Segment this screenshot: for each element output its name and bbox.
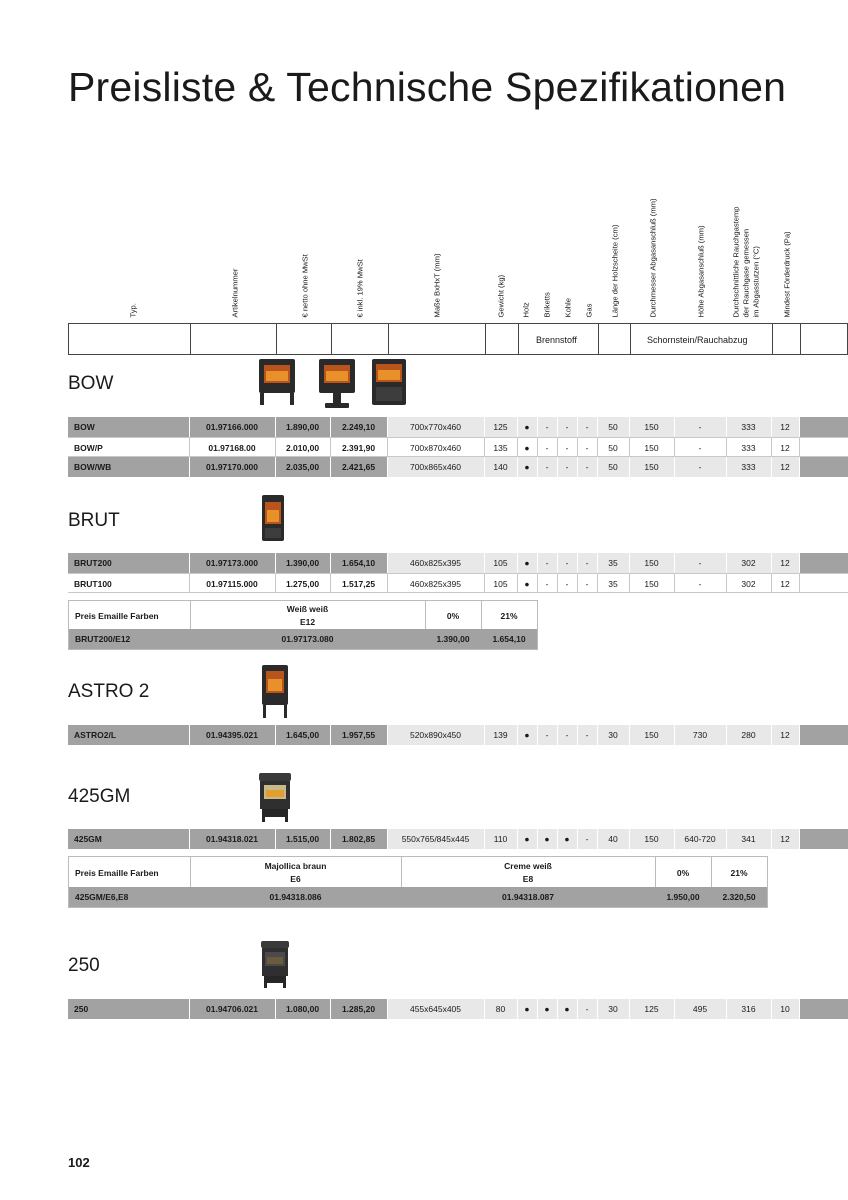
- cell-masse: 700x770x460: [409, 422, 462, 432]
- cell-pa: 12: [780, 462, 790, 472]
- stove-image-brut: [261, 494, 285, 544]
- email-label: Preis Emaille Farben: [75, 868, 159, 878]
- cell-kohle: ●: [564, 834, 570, 844]
- page-number: 102: [68, 1155, 90, 1170]
- cell-len: 30: [608, 1004, 618, 1014]
- cell-netto: 1.390,00: [285, 558, 320, 568]
- email-art2: 01.94318.087: [502, 892, 554, 902]
- cell-holz: ●: [524, 1004, 530, 1014]
- cell-kohle: -: [565, 462, 569, 472]
- table-row: [68, 457, 848, 477]
- cell-typ: BOW/WB: [74, 462, 112, 472]
- cell-typ: BRUT100: [74, 579, 112, 589]
- cell-pa: 10: [780, 1004, 790, 1014]
- cell-masse: 700x865x460: [409, 462, 462, 472]
- cell-art: 01.94706.021: [206, 1004, 258, 1014]
- cell-dm: 150: [644, 443, 659, 453]
- cell-kohle: -: [565, 730, 569, 740]
- cell-brik: -: [545, 443, 549, 453]
- cell-brik: -: [545, 462, 549, 472]
- email-pct0: 0%: [676, 868, 690, 878]
- cell-brik: ●: [544, 1004, 550, 1014]
- cell-masse: 550x765/845x445: [401, 834, 470, 844]
- cell-h: -: [698, 422, 702, 432]
- cell-temp: 341: [741, 834, 756, 844]
- cell-holz: ●: [524, 730, 530, 740]
- cell-pa: 12: [780, 730, 790, 740]
- cell-gas: -: [585, 579, 589, 589]
- product-title-425gm: 425GM: [68, 786, 131, 807]
- cell-len: 40: [608, 834, 618, 844]
- cell-netto: 1.080,00: [285, 1004, 320, 1014]
- cell-masse: 455x645x405: [409, 1004, 462, 1014]
- cell-gas: -: [585, 1004, 589, 1014]
- header-durchmesser: Durchmesser Abgasanschluß (mm): [648, 198, 658, 318]
- cell-typ: ASTRO2/L: [74, 730, 117, 740]
- brennstoff-label: Brennstoff: [536, 335, 577, 345]
- cell-h: -: [698, 579, 702, 589]
- cell-dm: 150: [644, 558, 659, 568]
- cell-dm: 125: [644, 1004, 659, 1014]
- cell-masse: 460x825x395: [409, 579, 462, 589]
- cell-pa: 12: [780, 558, 790, 568]
- cell-len: 30: [608, 730, 618, 740]
- cell-kohle: -: [565, 443, 569, 453]
- cell-pa: 12: [780, 443, 790, 453]
- cell-gas: -: [585, 558, 589, 568]
- header-holz: Holz: [521, 302, 531, 318]
- cell-holz: ●: [524, 834, 530, 844]
- email-p21: 2.320,50: [722, 892, 756, 902]
- cell-holz: ●: [524, 422, 530, 432]
- email-typ: BRUT200/E12: [75, 634, 131, 644]
- cell-netto: 1.275,00: [285, 579, 320, 589]
- email-p21: 1.654,10: [492, 634, 526, 644]
- cell-dm: 150: [644, 834, 659, 844]
- cell-kg: 135: [493, 443, 508, 453]
- cell-typ: 250: [74, 1004, 89, 1014]
- table-row: [68, 829, 848, 849]
- email-color-name: Weiß weiß: [286, 604, 329, 614]
- table-row: [68, 437, 848, 457]
- product-title-bow: BOW: [68, 373, 114, 394]
- cell-dm: 150: [644, 730, 659, 740]
- email-label: Preis Emaille Farben: [75, 611, 159, 621]
- table-row: [68, 573, 848, 593]
- cell-len: 50: [608, 422, 618, 432]
- cell-kohle: -: [565, 579, 569, 589]
- stove-image-250: [259, 940, 291, 988]
- header-kohle: Kohle: [563, 298, 573, 318]
- header-hoehe: Höhe Abgasanschluß (mm): [696, 225, 706, 318]
- cell-typ: 425GM: [74, 834, 102, 844]
- cell-h: 640-720: [684, 834, 716, 844]
- email-c1-code: E6: [290, 874, 301, 884]
- cell-temp: 280: [741, 730, 756, 740]
- email-art1: 01.94318.086: [269, 892, 322, 902]
- cell-masse: 520x890x450: [409, 730, 462, 740]
- cell-art: 01.97168.00: [208, 443, 256, 453]
- cell-netto: 2.010,00: [285, 443, 320, 453]
- cell-temp: 302: [741, 558, 756, 568]
- header-rauch-2: der Rauchgase gemessen: [741, 228, 751, 318]
- stove-image-425gm: [257, 772, 293, 822]
- cell-gas: -: [585, 443, 589, 453]
- cell-gas: -: [585, 462, 589, 472]
- header-inkl: € inkl. 19% MwSt: [355, 259, 365, 318]
- product-title-250: 250: [68, 955, 100, 976]
- cell-holz: ●: [524, 462, 530, 472]
- cell-inkl: 1.802,85: [341, 834, 376, 844]
- cell-netto: 1.645,00: [285, 730, 320, 740]
- cell-len: 35: [608, 558, 618, 568]
- cell-h: -: [698, 462, 702, 472]
- product-title-astro: ASTRO 2: [68, 681, 150, 702]
- header-rauch-3: im Abgasstutzen (°C): [751, 246, 761, 318]
- cell-masse: 460x825x395: [409, 558, 462, 568]
- cell-masse: 700x870x460: [409, 443, 462, 453]
- cell-inkl: 1.517,25: [341, 579, 376, 589]
- cell-len: 35: [608, 579, 618, 589]
- email-pct21: 21%: [500, 611, 518, 621]
- cell-inkl: 2.421,65: [341, 462, 376, 472]
- cell-brik: -: [545, 558, 549, 568]
- cell-h: -: [698, 558, 702, 568]
- cell-inkl: 1.285,20: [341, 1004, 376, 1014]
- table-row: [68, 553, 848, 573]
- header-druck: Mindest Förderdruck (Pa): [782, 231, 792, 318]
- header-masse: Maße BxHxT (mm): [432, 253, 442, 318]
- cell-brik: -: [545, 579, 549, 589]
- table-row: [68, 725, 848, 745]
- cell-netto: 1.515,00: [285, 834, 320, 844]
- cell-len: 50: [608, 462, 618, 472]
- stove-image-bow: [257, 357, 297, 405]
- cell-temp: 316: [741, 1004, 756, 1014]
- cell-kg: 105: [493, 579, 508, 589]
- cell-inkl: 1.957,55: [341, 730, 376, 740]
- header-typ: Typ.: [128, 303, 138, 318]
- cell-h: 730: [692, 730, 708, 740]
- cell-brik: -: [545, 730, 549, 740]
- cell-inkl: 2.249,10: [341, 422, 376, 432]
- header-artikel: Artikelnummer: [230, 268, 240, 318]
- cell-dm: 150: [644, 422, 659, 432]
- cell-pa: 12: [780, 834, 790, 844]
- cell-netto: 1.890,00: [285, 422, 320, 432]
- email-p0: 1.390,00: [436, 634, 470, 644]
- product-title-brut: BRUT: [68, 510, 120, 531]
- email-pct21: 21%: [730, 868, 748, 878]
- cell-gas: -: [585, 834, 589, 844]
- email-table-brut: [68, 600, 538, 650]
- cell-len: 50: [608, 443, 618, 453]
- cell-art: 01.97173.000: [206, 558, 258, 568]
- cell-art: 01.94395.021: [206, 730, 258, 740]
- cell-gas: -: [585, 422, 589, 432]
- cell-typ: BRUT200: [74, 558, 112, 568]
- cell-temp: 333: [741, 422, 756, 432]
- cell-kohle: -: [565, 558, 569, 568]
- cell-inkl: 1.654,10: [341, 558, 376, 568]
- cell-pa: 12: [780, 422, 790, 432]
- email-c2-code: E8: [522, 874, 534, 884]
- email-p0: 1.950,00: [666, 892, 700, 902]
- cell-temp: 302: [741, 579, 756, 589]
- email-art: 01.97173.080: [281, 634, 334, 644]
- header-gewicht: Gewicht (kg): [496, 274, 506, 318]
- cell-holz: ●: [524, 579, 530, 589]
- table-row: [68, 999, 848, 1019]
- cell-art: 01.94318.021: [206, 834, 258, 844]
- cell-temp: 333: [741, 443, 756, 453]
- cell-brik: -: [545, 422, 549, 432]
- header-netto: € netto ohne MwSt: [300, 254, 310, 318]
- cell-h: 495: [692, 1004, 708, 1014]
- email-typ: 425GM/E6,E8: [75, 892, 129, 902]
- cell-h: -: [698, 443, 702, 453]
- cell-typ: BOW/P: [74, 443, 103, 453]
- stove-image-astro: [259, 664, 291, 718]
- cell-kg: 105: [493, 558, 508, 568]
- cell-art: 01.97166.000: [206, 422, 258, 432]
- cell-dm: 150: [644, 579, 659, 589]
- header-briketts: Briketts: [542, 292, 552, 318]
- cell-kg: 140: [493, 462, 508, 472]
- header-gas: Gas: [584, 303, 594, 318]
- stove-image-bow-p: [317, 357, 357, 409]
- cell-kg: 139: [493, 730, 508, 740]
- cell-holz: ●: [524, 443, 530, 453]
- table-row: [68, 417, 848, 437]
- cell-dm: 150: [644, 462, 659, 472]
- cell-typ: BOW: [74, 422, 95, 432]
- cell-inkl: 2.391,90: [341, 443, 376, 453]
- header-box: [68, 323, 848, 355]
- email-color-code: E12: [299, 617, 316, 627]
- cell-pa: 12: [780, 579, 790, 589]
- header-rauch-1: Durchschnittliche Rauchgastemp: [731, 206, 741, 318]
- email-c2-name: Creme weiß: [504, 861, 552, 871]
- cell-brik: ●: [544, 834, 550, 844]
- cell-kg: 125: [493, 422, 508, 432]
- stove-image-bow-wb: [370, 357, 408, 407]
- header-laenge: Länge der Holzscheite (cm): [610, 224, 620, 318]
- email-pct0: 0%: [446, 611, 460, 621]
- email-c1-name: Majollica braun: [264, 861, 327, 871]
- cell-art: 01.97170.000: [206, 462, 258, 472]
- schornstein-label: Schornstein/Rauchabzug: [647, 335, 748, 345]
- cell-kg: 110: [493, 834, 508, 844]
- cell-netto: 2.035,00: [285, 462, 320, 472]
- cell-art: 01.97115.000: [206, 579, 258, 589]
- cell-kohle: ●: [564, 1004, 570, 1014]
- cell-temp: 333: [741, 462, 756, 472]
- cell-gas: -: [585, 730, 589, 740]
- cell-kg: 80: [495, 1004, 506, 1014]
- email-table-425gm: [68, 856, 768, 908]
- cell-kohle: -: [565, 422, 569, 432]
- cell-holz: ●: [524, 558, 530, 568]
- page-title: Preisliste & Technische Spezifikationen: [68, 64, 787, 110]
